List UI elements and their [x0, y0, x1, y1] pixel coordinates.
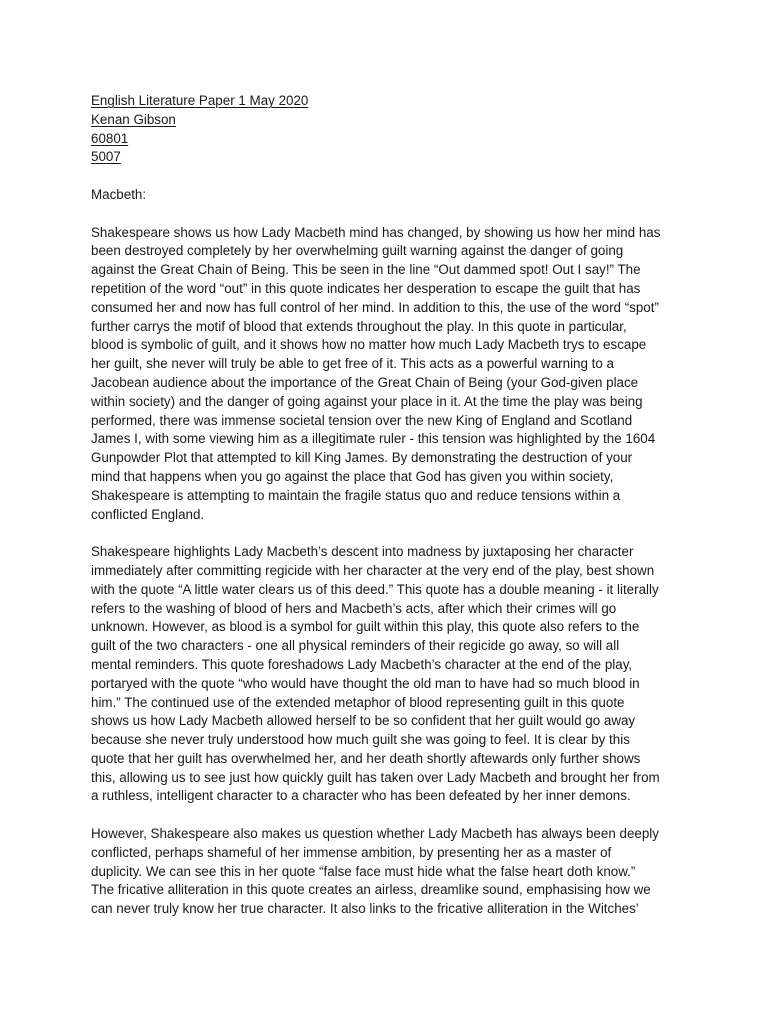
paper-title: English Literature Paper 1 May 2020 [91, 93, 309, 108]
section-heading: Macbeth: [91, 186, 147, 202]
candidate-number: 60801 [91, 130, 129, 146]
essay-paragraph-2: Shakespeare highlights Lady Macbeth’s descent into madness by juxtaposing her character immediately after committing regicide with her character at the very end of the play, best shown with the quote “A little water clears us of this deed.” This quote has a double meaning - it literally refers to the washing of blood of hers and Macbeth’s acts, after which their crimes will go unknown. However, as blood is a symbol for guilt within this play, this quote also refers to the guilt of the two characters - one all physical reminders of their regicide go away, so will all mental reminders. This quote foreshadows Lady Macbeth’s character at the end of the play, portaryed with the quote “who would have thought the old man to have had so much blood in him.” The continued use of the extended metaphor of blood representing guilt in this quote shows us how Lady Macbeth allowed herself to be so confident that her guilt would go away because she never truly understood how much guilt she was going to feel. It is clear by this quote that her guilt has overwhelmed her, and her death shortly aftewards only further shows this, allowing us to see just how quickly guilt has taken over Lady Macbeth and brought her from a ruthless, intelligent character to a character who has been defeated by her inner demons. [91, 544, 660, 804]
document-header [91, 92, 713, 167]
student-name: Kenan Gibson [91, 111, 176, 127]
document-page [91, 92, 713, 919]
essay-paragraph-1: Shakespeare shows us how Lady Macbeth mind has changed, by showing us how her mind has been destroyed completely by her overwhelming guilt warning against the danger of going against the Great Chain of Being. This be seen in the line “Out dammed spot! Out I say!” The repetition of the word “out” in this quote indicates her desperation to escape the guilt that has consumed her and now has full control of her mind. In addition to this, the use of the word “spot” further carrys the motif of blood that extends throughout the play. In this quote in particular, blood is symbolic of guilt, and it shows how no matter how much Lady Macbeth trys to escape her guilt, she never will truly be able to get free of it. This acts as a powerful warning to a Jacobean audience about the importance of the Great Chain of Being (your God-given place within society) and the danger of going against your place in it. At the time the play was being performed, there was immense societal tension over the new King of England and Scotland James I, with some viewing him as a illegitimate ruler - this tension was highlighted by the 1604 Gunpowder Plot that attempted to kill King James. By demonstrating the destruction of your mind that happens when you go against the place that God has given you within society, Shakespeare is attempting to maintain the fragile status quo and reduce tensions within a conflicted England. [91, 224, 661, 522]
centre-number: 5007 [91, 149, 121, 165]
essay-paragraph-3: However, Shakespeare also makes us question whether Lady Macbeth has always been deeply conflicted, perhaps shameful of her immense ambition, by presenting her as a master of duplicity. We can see this in her quote “false face must hide what the false heart doth know.” The fricative alliteration in this quote creates an airless, dreamlike sound, emphasising how we can never truly know her true character. It also links to the fricative alliteration in the Witches’ [91, 826, 659, 917]
